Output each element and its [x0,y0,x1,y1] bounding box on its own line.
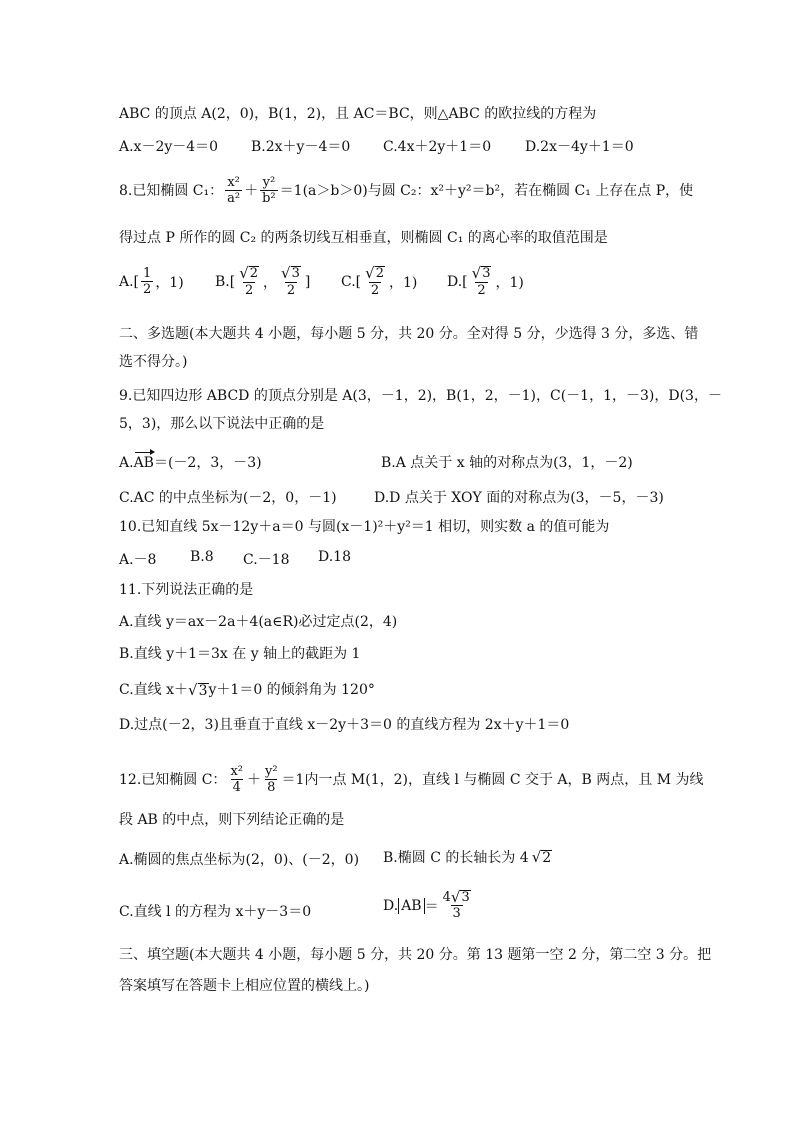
q10-stem: 10.已知直线 5x－12y＋a＝0 与圆(x－1)²＋y²＝1 相切，则实数 a 的值可能为 [119,519,610,535]
q12-stem: 12.已知椭圆 C： $\frac{\text{x²}}{4}$ ＋ $\frac{\text{y²}}{8}$ ＝1 内一点 M(1，2)，直线 l 与椭圆 C 交于 A，B 两点，且 M 为线 [119,764,704,795]
q8-mid: 与圆 C₂：x²＋y²＝b²，若在椭圆 C₁ 上存在点 P，使 [367,182,694,199]
q10-option-d: D.18 [318,549,351,565]
q12-option-b: B.椭圆 C 的长轴长为 4 √ 2 [383,847,552,866]
section2-heading-cont: 选不得分。) [119,354,188,370]
sqrt-3: √ 3 [188,680,208,699]
q11-option-c: C.直线 x＋ √ 3 y＋1＝0 的倾斜角为 120° [119,680,375,699]
q8-frac-x: $\frac{\text{x²}}{\text{a²}}$ [227,175,241,206]
q9-stem: 9.已知四边形 ABCD 的顶点分别是 A(3，－1，2)，B(1，2，－1)，C(－1，1，－3)，D(3，－ [119,388,722,404]
q8-condition: ＝1(a＞b＞0) [279,182,368,199]
q12-option-a: A.椭圆的焦点坐标为(2，0)、(－2，0) [119,852,360,868]
section3-heading-cont: 答案填写在答题卡上相应位置的横线上。) [119,978,370,994]
section3-heading: 三、填空题(本大题共 4 小题，每小题 5 分，共 20 分。第 13 题第一空 2 分，第二空 3 分。把 [119,947,712,963]
q11-option-b: B.直线 y＋1＝3x 在 y 轴上的截距为 1 [119,646,361,662]
q8-option-d: D.[ √ 3 2 ，1) [447,264,524,298]
q8-stem: 8.已知椭圆 C₁： $\frac{\text{x²}}{\text{a²}}$ ＋ $\frac{\text{y²}}{\text{b²}}$ ＝1(a＞b＞0) 与圆 C₂：x²＋y²＝b²，若在椭圆 C₁ 上存在点 P，使 [119,175,694,206]
q7-option-c: C.4x＋2y＋1＝0 [383,139,492,155]
q12-stem-cont: 段 AB 的中点，则下列结论正确的是 [119,812,345,828]
q8-prefix: 8.已知椭圆 C₁： [119,182,224,199]
q11-stem: 11.下列说法正确的是 [119,582,254,598]
q10-option-a: A.－8 [119,552,157,568]
q8-line2: 得过点 P 所作的圆 C₂ 的两条切线互相垂直，则椭圆 C₁ 的离心率的取值范围是 [119,230,608,246]
q7-option-a: A.x－2y－4＝0 [119,139,219,155]
q10-option-b: B.8 [190,549,214,565]
q8-option-c: C.[ √ 2 2 ，1) [341,264,418,298]
q8-frac-y: $\frac{\text{y²}}{\text{b²}}$ [262,175,276,206]
q7-stem: ABC 的顶点 A(2，0)，B(1，2)，且 AC＝BC，则△ABC 的欧拉线的方程为 [119,106,597,122]
vector-ab: AB [133,455,154,471]
q9-option-a: A.AB＝(－2，3，－3) [119,455,262,471]
q12-option-c: C.直线 l 的方程为 x＋y－3＝0 [119,904,312,920]
q9-option-b: B.A 点关于 x 轴的对称点为(3，1，－2) [381,455,633,471]
q7-option-b: B.2x＋y－4＝0 [251,139,351,155]
section2-heading: 二、多选题(本大题共 4 小题，每小题 5 分，共 20 分。全对得 5 分，少选得 3 分，多选、错 [119,326,699,342]
q9-option-d: D.D 点关于 XOY 面的对称点为(3，－5，－3) [374,490,664,506]
q10-option-c: C.－18 [243,552,290,568]
abs-ab: AB [398,898,424,914]
q8-option-b: B.[ √ 2 2 ， √ 3 2 ] [215,264,311,298]
q11-option-d: D.过点(－2，3)且垂直于直线 x－2y＋3＝0 的直线方程为 2x＋y＋1＝0 [119,717,570,733]
q8-option-a: A.[ $\frac{1}{2}$ ，1) [119,266,184,297]
q11-option-a: A.直线 y＝ax－2a＋4(a∈R)必过定点(2，4) [119,614,398,630]
q7-option-d: D.2x－4y＋1＝0 [525,139,634,155]
q9-stem-cont: 5，3)，那么以下说法中正确的是 [119,416,325,432]
q9-option-c: C.AC 的中点坐标为(－2，0，－1) [119,490,337,506]
q12-option-d: D. AB ＝ 4 √ 3 3 [383,888,470,921]
